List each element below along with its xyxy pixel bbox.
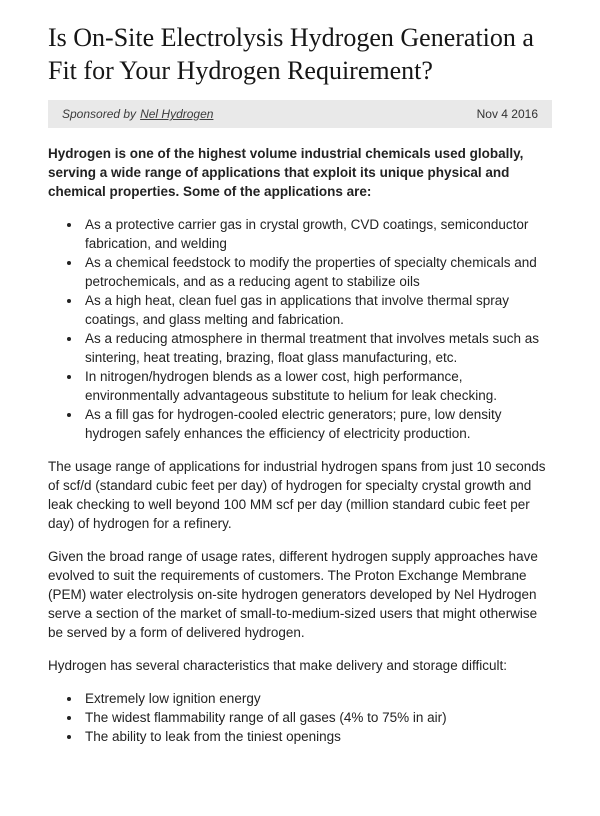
paragraph-characteristics-lead: Hydrogen has several characteristics that make delivery and storage difficult: (48, 658, 507, 673)
paragraph-usage-range: The usage range of applications for industrial hydrogen spans from just 10 seconds of scf/d (standard cubic feet per day) of hydrogen for specialty crystal growth and leak checking to well beyond 100 MM scf per day (million standard cubic feet per day) of hydrogen for a refinery. (48, 459, 546, 531)
nel-hydrogen-link[interactable]: Nel Hydrogen (140, 107, 214, 121)
article-title: Is On-Site Electrolysis Hydrogen Generation a Fit for Your Hydrogen Requirement? (48, 23, 534, 85)
article-date: Nov 4 2016 (476, 107, 538, 121)
intro-paragraph: Hydrogen is one of the highest volume industrial chemicals used globally, serving a wide range of applications that exploit its unique physical and chemical properties. Some of the applications are: (48, 146, 524, 199)
characteristics-list (48, 689, 552, 746)
list-item: • As a fill gas for hydrogen-cooled electric generators; pure, low density hydrogen safely enhances the efficiency of electricity production. (82, 405, 552, 443)
list-item: • Extremely low ignition energy (82, 689, 552, 708)
list-item: • As a protective carrier gas in crystal growth, CVD coatings, semiconductor fabrication, and welding (82, 215, 552, 253)
list-item: • As a reducing atmosphere in thermal treatment that involves metals such as sintering, heat treating, brazing, float glass manufacturing, etc. (82, 329, 552, 367)
applications-list (48, 215, 552, 443)
list-item: • In nitrogen/hydrogen blends as a lower cost, high performance, environmentally advantageous substitute to helium for leak checking. (82, 367, 552, 405)
list-item: • The ability to leak from the tiniest openings (82, 727, 552, 746)
paragraph-supply-approaches: Given the broad range of usage rates, different hydrogen supply approaches have evolved to suit the requirements of customers. The Proton Exchange Membrane (PEM) water electrolysis on-site hydrogen generators developed by Nel Hydrogen serve a section of the market of small-to-medium-sized users that might otherwise be served by a form of delivered hydrogen. (48, 549, 538, 640)
sponsored-by (62, 107, 213, 121)
list-item: • The widest flammability range of all gases (4% to 75% in air) (82, 708, 552, 727)
sponsored-by-label: Sponsored by (62, 107, 137, 121)
list-item: • As a high heat, clean fuel gas in applications that involve thermal spray coatings, and glass melting and fabrication. (82, 291, 552, 329)
article-body (48, 144, 552, 746)
sponsor-bar (48, 100, 552, 128)
list-item: • As a chemical feedstock to modify the properties of specialty chemicals and petrochemicals, and as a reducing agent to stabilize oils (82, 253, 552, 291)
article-page (0, 21, 600, 746)
